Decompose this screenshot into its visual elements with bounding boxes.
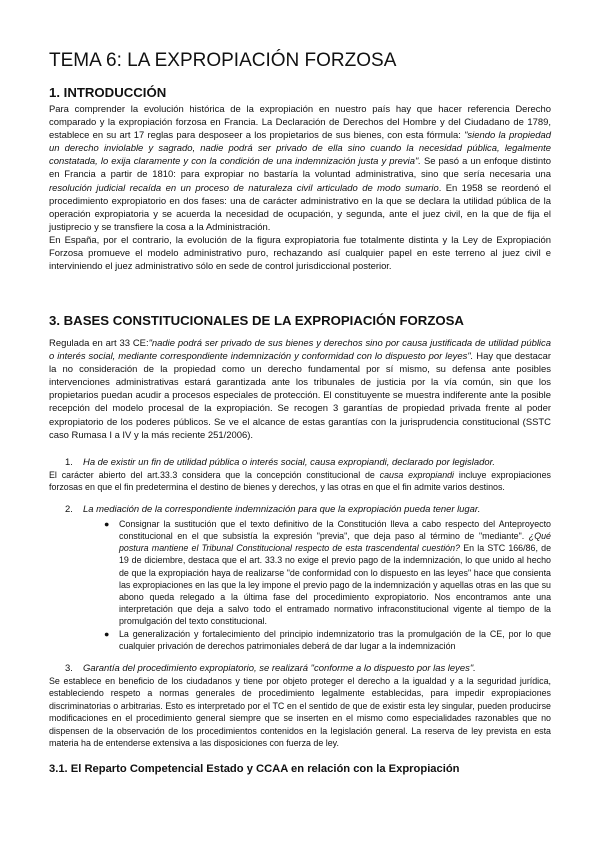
bullet-icon: ● — [104, 628, 110, 639]
text-run: Hay que destacar la no consideración de la propiedad como un derecho fundamental por sí mismo, su defensa ante posibles intervenciones administrativas estará garantizada ante los tribunales de justicia por la vía común, sin que los propietarios puedan acudir a procesos especiales de protección. El constituyente se muestra indiferente ante la posible recepción del modelo procesal de la expropiación. Se recogen 3 garantías de propiedad privada frente al poder expropiatorio de los poderes públicos. Se ve el alcance de estas garantías con la jurisprudencia constitucional (SSTC caso Rumasa I a IV y la más reciente 251/2006). — [49, 351, 551, 441]
list-item-1 — [49, 456, 551, 469]
text-run: El carácter abierto del art.33.3 considera que la concepción constitucional de — [49, 469, 380, 480]
subsection-heading: 3.1. El Reparto Competencial Estado y CCAA en relación con la Expropiación — [49, 762, 460, 775]
list-number: 1. — [65, 456, 73, 468]
text-run: En la STC 166/86, de 19 de diciembre, destaca que el art. 33.3 no exige el previo pago de la indemnización, lo que unido al hecho de que la expropiación haya de realizarse "de conformidad con lo dispuesto en las leyes" hace que consienta las expropiaciones en las que la ley impone el previo pago de la indemnización y aquellas otras en las que su abono queda relegado a la última fase del procedimiento expropiatorio. Nos encontramos ante una interpretación que deja a salvo todo el entramado normativo infraconstitucional vigente al tiempo de la promulgación del texto constitucional. — [119, 543, 552, 627]
text-run: Se pasó a un enfoque distinto en Francia a partir de 1810: para expropiar no bastaría la voluntad administrativa, sino que sería necesaria una — [49, 156, 551, 181]
bullet-item — [101, 628, 551, 652]
text-run: Regulada en art 33 CE: — [49, 338, 149, 349]
intro-paragraph-1 — [49, 103, 551, 234]
section-heading: 1. INTRODUCCIÓN — [49, 85, 167, 100]
italic-run: resolución judicial recaída en un proceso de naturaleza civil articulado de modo sumario — [49, 182, 439, 194]
bullet-icon: ● — [104, 518, 110, 529]
text-run: incluye expropiaciones forzosas en que el fin predetermina el destino de bienes y derechos, y las otras en que el fin admite varios destinos. — [49, 469, 551, 493]
list-item-3 — [49, 662, 551, 675]
text-run: . En 1958 se reordenó el procedimiento expropiatorio en dos fases: una de carácter administrativo en la que se declara la utilidad pública de la operación expropiatoria y se acuerda la necesidad de ocupación, y segunda, ante el juez civil, en la que de fija el justiprecio y se transfiere la cosa a la Administración. — [49, 182, 551, 233]
italic-run: ¿Qué postura mantiene el Tribunal Constitucional respecto de esta trascendental cuestión? — [119, 530, 551, 554]
list-item-text: La mediación de la correspondiente indemnización para que la expropiación pueda tener lugar. — [83, 503, 481, 515]
item1-explanation — [49, 469, 551, 494]
text-run: La generalización y fortalecimiento del principio indemnizatorio tras la promulgación de la CE, por lo que cualquier privación de derechos patrimoniales deberá de dar lugar a la indemnización — [119, 628, 551, 651]
page-title: TEMA 6: LA EXPROPIACIÓN FORZOSA — [49, 50, 397, 71]
item3-explanation: Se establece en beneficio de los ciudadanos y tiene por objeto proteger el derecho a la igualdad y a la seguridad jurídica, estableciendo respeto a normas generales de procedimiento legalmente establecidas, para impedir expropiaciones discriminatorias o arbitrarias. Esto es interpretado por el TC en el sentido de que de existir esta ley singular, pueden producirse modificaciones en el procedimiento general siempre que se inserten en el mismo como especialidades razonables que no dispensen de la observación de los procedimientos contenidos en la legislación general. La reserva de ley prevista en esta materia ha de entenderse extensiva a las disposiciones con fuerza de ley. — [49, 676, 551, 749]
text-run: Para comprender la evolución histórica de la expropiación en nuestro país hay que hacer referencia Derecho comparado y la expropiación forzosa en Francia. La Declaración de Derechos del Hombre y del Ciudadano de 1789, establece en su art 17 reglas para desposeer a los propietarios de sus bienes, con esta fórmula: — [49, 104, 551, 142]
list-number: 3. — [65, 662, 73, 674]
list-item-text: Ha de existir un fin de utilidad pública o interés social, causa expropiandi, declarado por legislador. — [83, 456, 495, 468]
list-item-text: Garantía del procedimiento expropiatorio, se realizará "conforme a lo dispuesto por las leyes". — [83, 662, 476, 674]
bases-paragraph-1 — [49, 337, 551, 442]
text-run: Consignar la sustitución que el texto definitivo de la Constitución lleva a cabo respecto del Anteproyecto constitucional en el que subsistía la expresión "previa", que deja paso al término de "mediante". — [119, 518, 551, 541]
section-heading: 3. BASES CONSTITUCIONALES DE LA EXPROPIACIÓN FORZOSA — [49, 313, 464, 328]
intro-paragraph-2: En España, por el contrario, la evolución de la figura expropiatoria fue totalmente distinta y la Ley de Expropiación Forzosa promueve el modelo administrativo puro, rechazando así cualquier papel en este terreno al juez civil e interviniendo el juez administrativo sólo en sede de control jurisdiccional posterior. — [49, 234, 551, 273]
italic-run: causa expropiandi — [379, 469, 455, 480]
bullet-item — [101, 518, 551, 628]
section-introduccion — [49, 85, 551, 273]
item2-bullets — [49, 518, 551, 652]
quote-run: "siendo la propiedad un derecho inviolable y sagrado, nadie podrá ser privado de ella sino cuando la necesidad pública, legalmente constatada, lo exija claramente y con la condición de una indemnización justa y previa". — [49, 130, 551, 168]
section-bases-constitucionales — [49, 313, 551, 775]
list-item-2 — [49, 503, 551, 516]
list-number: 2. — [65, 503, 73, 515]
quote-run: "nadie podrá ser privado de sus bienes y derechos sino por causa justificada de utilidad pública o interés social, mediante correspondiente indemnización y conformidad con lo dispuesto por leyes". — [49, 338, 551, 363]
